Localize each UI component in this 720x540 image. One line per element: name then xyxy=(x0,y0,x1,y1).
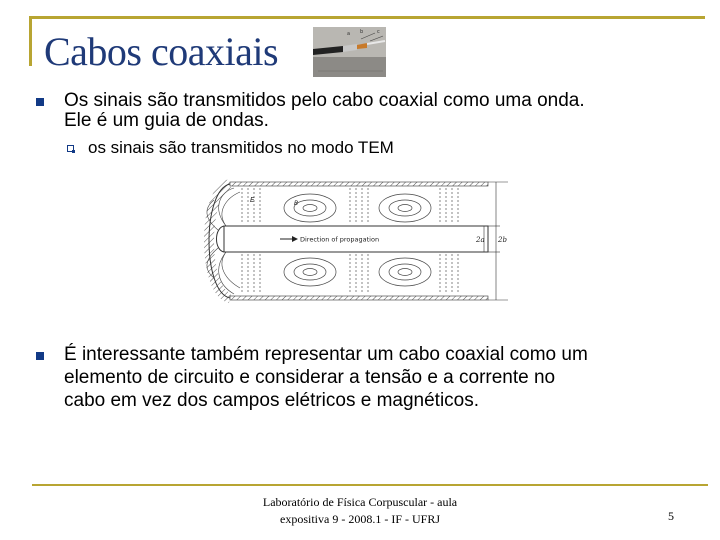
slide-title: Cabos coaxiais xyxy=(44,29,279,74)
sub-bullet-text: os sinais são transmitidos no modo TEM xyxy=(88,138,394,157)
title-frame-left-rule xyxy=(29,16,32,66)
coaxial-cable-photo xyxy=(313,27,386,77)
page-number: 5 xyxy=(668,509,674,523)
bullet-marker xyxy=(36,98,44,106)
dimension-inner: 2a xyxy=(476,236,485,244)
bullet-marker xyxy=(36,352,44,360)
dimension-outer: 2b xyxy=(498,236,507,244)
field-label-b: B xyxy=(294,200,299,207)
field-label-e: E xyxy=(250,196,255,204)
sub-bullet-marker xyxy=(67,145,74,152)
bullet-2-line-3: cabo em vez dos campos elétricos e magnéticos. xyxy=(64,390,480,411)
svg-text:a: a xyxy=(347,31,351,37)
bullet-1-line-2: Ele é um guia de ondas. xyxy=(64,110,269,131)
propagation-label: Direction of propagation xyxy=(300,235,380,244)
bullet-1-line-1: Os sinais são transmitidos pelo cabo coaxial como uma onda. xyxy=(64,90,585,111)
coaxial-cable-field-diagram xyxy=(200,178,510,304)
footer-line-1: Laboratório de Física Corpuscular - aula xyxy=(262,495,458,509)
footer-rule xyxy=(32,484,708,486)
title-frame-top-rule xyxy=(29,16,705,19)
bullet-2-line-1: É interessante também representar um cabo coaxial como um xyxy=(64,344,588,365)
svg-text:c: c xyxy=(377,29,380,35)
footer-caption xyxy=(240,494,480,528)
svg-text:b: b xyxy=(360,29,364,35)
bullet-2-line-2: elemento de circuito e considerar a tensão e a corrente no xyxy=(64,367,556,388)
footer-line-2: expositiva 9 - 2008.1 - IF - UFRJ xyxy=(280,512,440,526)
